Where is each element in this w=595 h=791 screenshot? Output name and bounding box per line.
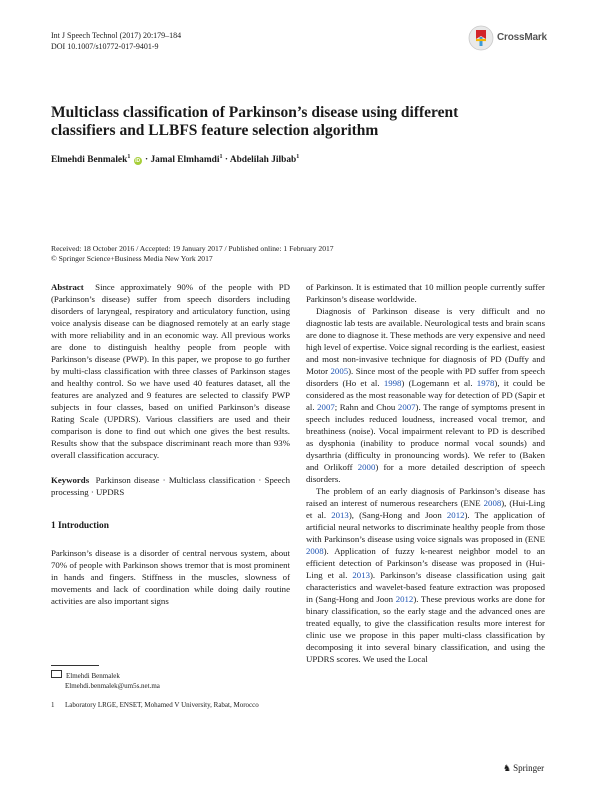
- abstract-text: Since approximately 90% of the people with PD (Parkinson’s disease) suffer from speech disorders including disorders of laryngeal, respiratory and articulatory function, using voice analysis disease can be diagnosed remotely at an early stage with more reliability and in an economic way. All previous works are done to distinguish healthy people from people with Parkinson’s disease (PWP). In this paper, we propose to go further by multi-class classification with three classes of Parkinson stages and healthy control. So we have used 40 features dataset, all the features are analyzed and 9 features are selected to classify PWP subjects in four classes, based on unified Parkinson’s disease Rating Scale (UPDRS). Various classifiers are used and their comparison is done to find out which one gives the best results. Results show that the subspace discriminant reach more than 93% overall classification accuracy.: [51, 282, 291, 460]
- citation-link[interactable]: 2005: [330, 366, 349, 376]
- paragraph-text: ), it could be considered as the most reasonable way for detection of PD (Sapir et al.: [306, 378, 546, 412]
- affiliation-number: 1: [51, 701, 55, 709]
- section-heading-introduction: 1 Introduction: [51, 521, 109, 531]
- doi[interactable]: DOI 10.1007/s10772-017-9401-9: [51, 42, 159, 51]
- affiliation-sup: 1: [219, 154, 223, 160]
- author-name[interactable]: Elmehdi Benmalek: [51, 155, 128, 166]
- abstract-heading: Abstract: [51, 282, 84, 292]
- article-history: [51, 244, 334, 264]
- author-separator: ·: [222, 155, 230, 166]
- author-email[interactable]: Elmehdi.benmalek@um5s.net.ma: [65, 682, 160, 690]
- affiliation-sup: 1: [296, 154, 300, 160]
- copyright-line: © Springer Science+Business Media New York 2017: [51, 254, 213, 263]
- journal-header: [51, 30, 181, 52]
- keywords-text: Parkinson disease · Multiclass classification · Speech processing · UPDRS: [51, 475, 290, 497]
- footnote-author-name: Elmehdi Benmalek: [66, 672, 120, 680]
- citation-link[interactable]: 1998: [383, 378, 402, 388]
- citation-link[interactable]: 2008: [483, 498, 502, 508]
- orcid-icon[interactable]: iD: [135, 158, 141, 165]
- author-separator: ·: [142, 155, 151, 166]
- author-list: [51, 154, 531, 165]
- paragraph-continued: of Parkinson. It is estimated that 10 million people currently suffer Parkinson’s disease worldwide.: [306, 282, 545, 304]
- paragraph-text: ). The application of artificial neural networks to discriminate healthy people from those with Parkinson’s disease using voice signals was proposed in (ENE: [306, 510, 546, 544]
- paragraph-text: ) (Logemann et al.: [401, 378, 477, 388]
- footnote-rule: [51, 665, 99, 666]
- abstract: [51, 281, 290, 461]
- paragraph-text: Diagnosis of Parkinson disease is very difficult and no diagnostic lab tests are available. Neurological tests and brain scans are done to diagnose it. These methods are very expensive and need high level of expertise. Voice signal recording is the earliest, easiest and most non-invasive technique for diagnosis of PD (Duffy and Motor: [306, 306, 545, 376]
- publisher-name: Springer: [513, 763, 545, 773]
- citation-link[interactable]: 2013: [352, 570, 370, 580]
- citation-link[interactable]: 2007: [397, 402, 416, 412]
- citation-link[interactable]: 1978: [476, 378, 495, 388]
- paragraph-early-diagnosis: [306, 485, 545, 665]
- left-column: [51, 281, 290, 607]
- paragraph-text: ), (Hui-Ling et al.: [306, 498, 546, 520]
- paragraph-text: ) for a more detailed description of speech disorders.: [306, 462, 545, 484]
- keywords-heading: Keywords: [51, 475, 90, 485]
- paragraph-text: ). Since most of the people with PD suffer from speech disorders (Ho et al.: [306, 366, 545, 388]
- paragraph-text: ; Rahn and Chou: [334, 402, 398, 412]
- right-column: [306, 281, 545, 665]
- author-name[interactable]: Jamal Elmhamdi: [150, 155, 220, 166]
- paragraph-text: ). Parkinson’s disease classification using gait characteristics and wavelet-based feature extraction was proposed in (Sang-Hong and Joon: [306, 570, 546, 604]
- citation-link[interactable]: 2013: [331, 510, 349, 520]
- author-name[interactable]: Abdelilah Jilbab: [229, 155, 297, 166]
- affiliation-text: Laboratory LRGE, ENSET, Mohamed V University, Rabat, Morocco: [65, 701, 259, 709]
- journal-citation: Int J Speech Technol (2017) 20:179–184: [51, 31, 182, 40]
- affiliation-footnote: [51, 700, 281, 710]
- paragraph-text: ), (Sang-Hong and Joon: [348, 510, 447, 520]
- citation-link[interactable]: 2000: [357, 462, 376, 472]
- keywords: [51, 474, 290, 498]
- received-accepted-dates: Received: 18 October 2016 / Accepted: 19 January 2017 / Published online: 1 February 2017: [51, 244, 334, 253]
- paragraph-text: ). The range of symptoms present in speech includes reduced loudness, increased vocal tremor, and breathiness (noise). Vocal impairment relevant to PD is described as dysphonia (inability to produce normal vocal sounds) and dysarthria (difficulty in pronouncing words). We refer to (Baken and Orlikoff: [306, 402, 546, 472]
- crossmark-badge[interactable]: [468, 24, 568, 52]
- intro-paragraph: Parkinson’s disease is a disorder of central nervous system, about 70% of people with Parkinson shows tremor that is most prominent in hands and fingers. Stiffness in the muscles, slowness of movements and lack of coordination while doing daily routine activities are also important signs: [51, 548, 290, 606]
- springer-horse-icon: ♞: [503, 763, 512, 773]
- crossmark-icon: [468, 25, 494, 51]
- crossmark-label: CrossMark: [497, 32, 547, 43]
- article-title: Multiclass classification of Parkinson’s disease using different classifiers and LLBFS feature selection algorithm: [51, 104, 459, 139]
- citation-link[interactable]: 2012: [395, 594, 414, 604]
- paragraph-diagnosis: [306, 305, 545, 485]
- paragraph-text: The problem of an early diagnosis of Parkinson’s disease has raised an interest of numerous researchers (ENE: [306, 486, 545, 508]
- envelope-icon: [51, 670, 62, 678]
- affiliation-sup: 1: [127, 154, 131, 160]
- paragraph-text: ). These previous works are done for binary classification, so the early stage and the advanced ones are treated equally, to give the classification results more interest for clinic use we propose in this paper multi-class classification by decomposing it into several binary classification, and using the UPDRS scores. We used the Local: [306, 594, 545, 664]
- citation-link[interactable]: 2007: [317, 402, 335, 412]
- corresponding-author-footnote: [51, 670, 160, 691]
- springer-logo: [503, 763, 544, 774]
- citation-link[interactable]: 2012: [446, 510, 465, 520]
- citation-link[interactable]: 2008: [306, 546, 324, 556]
- paragraph-text: ). Application of fuzzy k-nearest neighbor model to an efficient detection of Parkinson’s disease was proposed in (Hui-Ling et al.: [306, 546, 545, 580]
